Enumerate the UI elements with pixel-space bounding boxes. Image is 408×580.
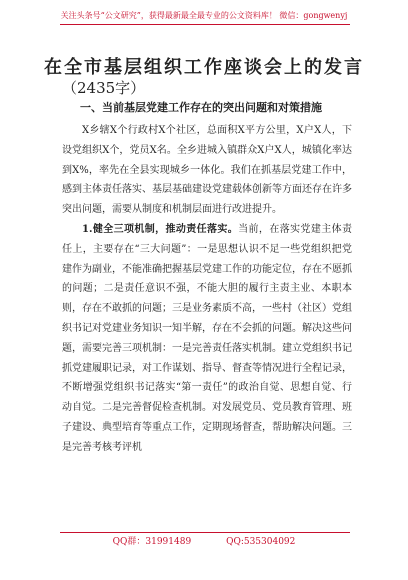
paragraph: [62, 220, 352, 458]
promo-banner: 关注头条号“公文研究”，获得最新最全最专业的公文资料库！ 微信：gongwenyj: [60, 11, 348, 20]
paragraph-text: 当前，在落实党建主体责任上，主要存在“三大问题”：一是思想认识不足一些党组织把党建作为副业，不能准确把握基层党建工作的功能定位，存在不愿抓的问题；二是责任意识不强，不能大胆的履行主责主业、本职本则，存在不敢抓的问题；三是业务素质不高，一些村（社区）党组织书记对党建业务知识一知半解，存在不会抓的问题。解决这些问题，需要完善三项机制：一是完善责任落实机制。建立党组织书记抓党建履职记录，对工作谋划、指导、督查等情况进行全程记录，不断增强党组织书记落实“第一责任”的政治自觉、思想自觉、行动自觉。二是完善督促检查机制。对发展党员、党员教育管理、班子建设、典型培育等重点工作，定期现场督查，帮助解决问题。三是完善考核考评机: [62, 223, 352, 453]
footer: [0, 536, 408, 548]
header-divider: [60, 24, 350, 25]
footer-divider: [60, 532, 350, 533]
paragraph: X乡辖X个行政村X个社区，总面积X平方公里，X户X人，下设党组织X个，党员X名。全乡进城入镇群众X户X人，城镇化率达到X%，率先在全县实现城乡一体化。我们在抓基层党建工作中，感到主体责任落实、基层基础建设党建载体创新等方面还存在许多突出问题，需要从制度和机制层面进行改进提升。: [62, 125, 352, 216]
document-subtitle: （2435字）: [62, 79, 146, 97]
document-title: 在全市基层组织工作座谈会上的发言: [44, 57, 364, 78]
document-body: [62, 121, 352, 458]
paragraph-lead: 1.健全三项机制，推动责任落实。: [82, 223, 239, 235]
qq-text: QQ:535304092: [226, 537, 296, 547]
qq-group-text: QQ群：31991489: [112, 537, 192, 547]
section-heading: 一、当前基层党建工作存在的突出问题和对策措施: [80, 101, 322, 114]
